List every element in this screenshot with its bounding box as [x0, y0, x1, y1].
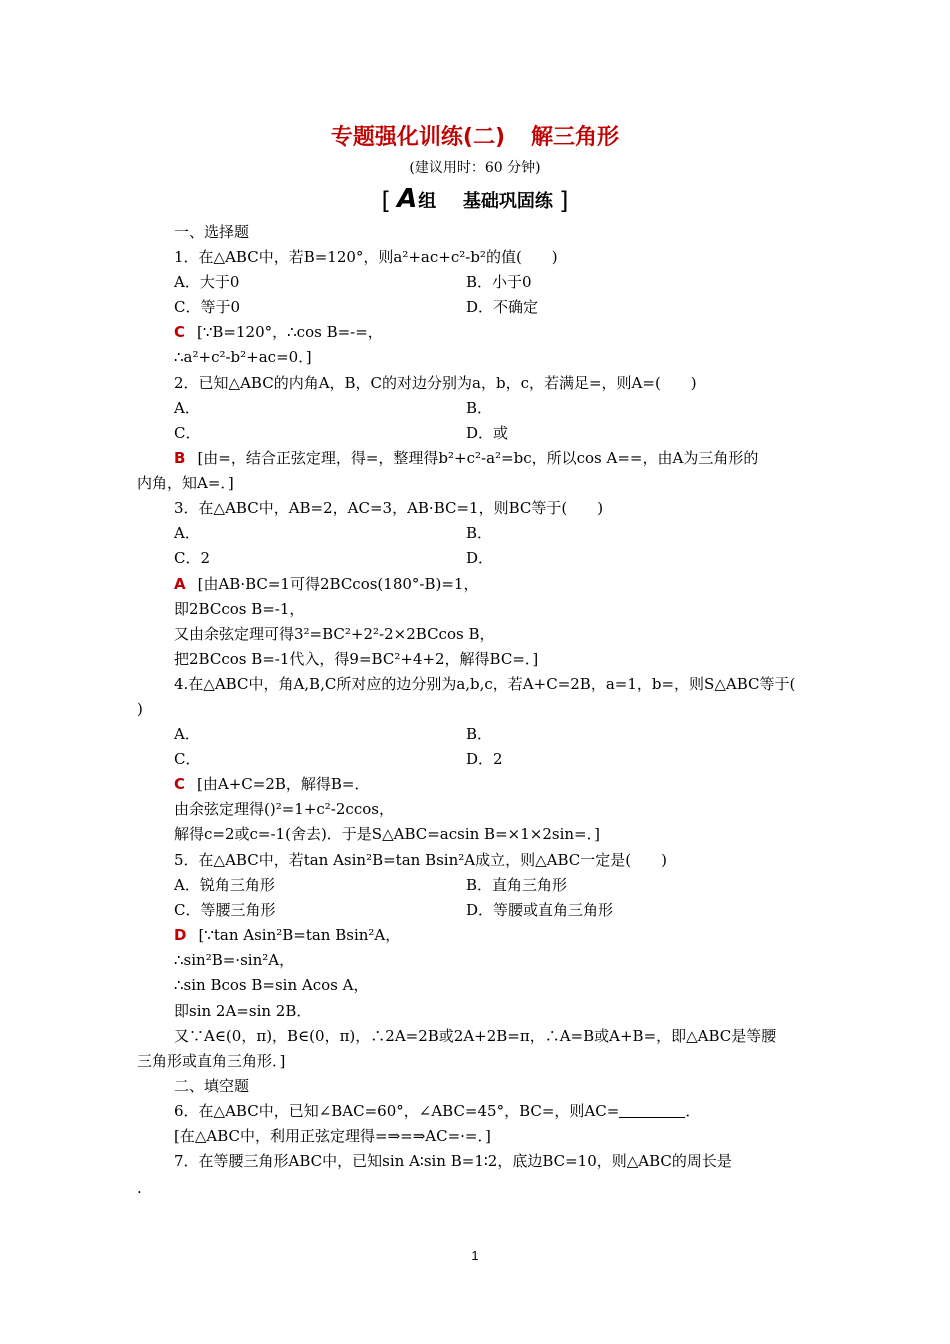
line-text: 1．在△ABC中，若B=120°，则a²+ac+c²-b²的值( )	[174, 248, 558, 266]
title-main: 专题强化训练(二)	[330, 125, 506, 150]
line-text: 三角形或直角三角形．]	[137, 1052, 286, 1070]
line-text: 又由余弦定理可得3²=BC²+2²-2×2BCcos B，	[174, 625, 495, 643]
text-line	[174, 648, 538, 670]
text-line	[137, 1050, 285, 1072]
text-line	[174, 1025, 776, 1047]
option-right: D．等腰或直角三角形	[466, 901, 614, 919]
text-line	[174, 1125, 491, 1147]
suggested-time: (建议用时：60 分钟)	[409, 160, 541, 176]
line-text: A．	[174, 725, 200, 743]
line-text: 二、填空题	[174, 1077, 250, 1095]
line-text: A．	[174, 524, 200, 542]
text-line	[174, 849, 667, 871]
text-line	[174, 346, 312, 368]
group-heading	[0, 184, 950, 215]
option-right: B．	[466, 725, 493, 743]
line-text: [在△ABC中，利用正弦定理得=⇒=⇒AC=·=．]	[174, 1127, 491, 1145]
text-line	[174, 798, 394, 820]
page-number: 1	[471, 1248, 479, 1263]
line-text: [由AB·BC=1可得2BCcos(180°-B)=1，	[197, 575, 479, 593]
text-line	[174, 598, 304, 620]
text-line	[174, 723, 493, 745]
answer-letter: D	[174, 926, 187, 944]
line-text: A．	[174, 399, 200, 417]
option-right: D．2	[466, 750, 503, 768]
text-line	[174, 748, 503, 770]
line-text: 4.在△ABC中，角A,B,C所对应的边分别为a,b,c，若A+C=2B，a=1，b=，则S△ABC等于(	[174, 675, 796, 693]
option-right: D．	[466, 549, 494, 567]
line-text: [由=，结合正弦定理，得=，整理得b²+c²-a²=bc，所以cos A==，由A为三角形的	[197, 449, 759, 467]
text-line	[174, 899, 614, 921]
line-text: .	[137, 1179, 142, 1197]
text-line	[174, 271, 532, 293]
bracket-open: [	[381, 187, 391, 215]
bracket-close: ]	[559, 187, 569, 215]
text-line	[174, 522, 493, 544]
text-line	[174, 1100, 700, 1122]
line-text: 即2BCcos B=-1，	[174, 600, 305, 618]
answer-letter: A	[174, 575, 186, 593]
line-text: ∴sin²B=·sin²A，	[174, 951, 295, 969]
option-right: B．小于0	[466, 273, 532, 291]
line-text: 7．在等腰三角形ABC中，已知sin A∶sin B=1∶2，底边BC=10，则△ABC的周长是	[174, 1152, 732, 1170]
line-text: A．大于0	[174, 273, 240, 291]
line-text: C．等腰三角形	[174, 901, 276, 919]
answer-blank	[619, 1102, 685, 1118]
group-name: 基础巩固练	[462, 191, 553, 212]
text-line	[174, 372, 697, 394]
text-line	[174, 547, 494, 569]
text-line	[174, 874, 568, 896]
text-line	[174, 422, 509, 444]
option-right: B．直角三角形	[466, 876, 568, 894]
line-text: 一、选择题	[174, 223, 250, 241]
line-text: 3．在△ABC中，AB=2，AC=3，AB·BC=1，则BC等于( )	[174, 499, 604, 517]
text-line	[137, 1177, 142, 1199]
text-line	[174, 1075, 249, 1097]
answer-letter: B	[174, 449, 186, 467]
text-line	[137, 698, 143, 720]
line-text: C．2	[174, 549, 211, 567]
page-title	[0, 120, 950, 151]
text-line	[174, 321, 383, 343]
line-text: [由A+C=2B，解得B=．	[197, 775, 370, 793]
line-text: 解得c=2或c=-1(舍去)．于是S△ABC=acsin B=×1×2sin=．]	[174, 825, 600, 843]
option-right: D．不确定	[466, 298, 539, 316]
line-text: 6．在△ABC中，已知∠BAC=60°，∠ABC=45°，BC=，则AC=	[174, 1102, 620, 1120]
text-line	[174, 974, 368, 996]
text-line	[174, 1150, 732, 1172]
line-text: C．等于0	[174, 298, 241, 316]
option-right: B．	[466, 524, 493, 542]
text-line	[174, 296, 539, 318]
text-line	[174, 573, 478, 595]
text-line	[174, 924, 400, 946]
text-line	[174, 221, 249, 243]
text-line	[174, 246, 558, 268]
text-line	[137, 472, 234, 494]
text-line	[174, 497, 603, 519]
text-line	[174, 447, 758, 469]
option-right: D．或	[466, 424, 509, 442]
text-line	[174, 1000, 311, 1022]
text-line	[174, 773, 369, 795]
line-text: 由余弦定理得()²=1+c²-2ccos，	[174, 800, 394, 818]
option-right: B．	[466, 399, 493, 417]
line-text: 即sin 2A=sin 2B．	[174, 1002, 312, 1020]
text-line	[174, 397, 493, 419]
title-sub: 解三角形	[531, 125, 620, 150]
line-text: C．	[174, 750, 201, 768]
text-line	[174, 673, 795, 695]
line-text: 内角，知A=．]	[137, 474, 234, 492]
line-text: C．	[174, 424, 201, 442]
line-text: ∴a²+c²-b²+ac=0．]	[174, 348, 312, 366]
line-text: 2．已知△ABC的内角A，B，C的对边分别为a，b，c，若满足=，则A=( )	[174, 374, 697, 392]
group-label: 组	[418, 191, 437, 212]
text-line	[174, 823, 600, 845]
line-text: [∵B=120°，∴cos B=-=，	[197, 323, 383, 341]
line-text: A．锐角三角形	[174, 876, 275, 894]
line-text: )	[137, 700, 143, 718]
line-text: 又∵A∈(0，π)，B∈(0，π)，∴2A=2B或2A+2B=π，∴A=B或A+B=，即△ABC是等腰	[174, 1027, 777, 1045]
group-letter: A	[397, 184, 419, 214]
answer-letter: C	[174, 775, 186, 793]
line-text: 5．在△ABC中，若tan Asin²B=tan Bsin²A成立，则△ABC一定是( )	[174, 851, 667, 869]
text-line	[174, 623, 494, 645]
text-line	[174, 949, 294, 971]
line-text: ∴sin Bcos B=sin Acos A，	[174, 976, 369, 994]
answer-letter: C	[174, 323, 186, 341]
line-text-after: ．	[685, 1102, 701, 1120]
line-text: [∵tan Asin²B=tan Bsin²A，	[198, 926, 401, 944]
line-text: 把2BCcos B=-1代入，得9=BC²+4+2，解得BC=．]	[174, 650, 539, 668]
